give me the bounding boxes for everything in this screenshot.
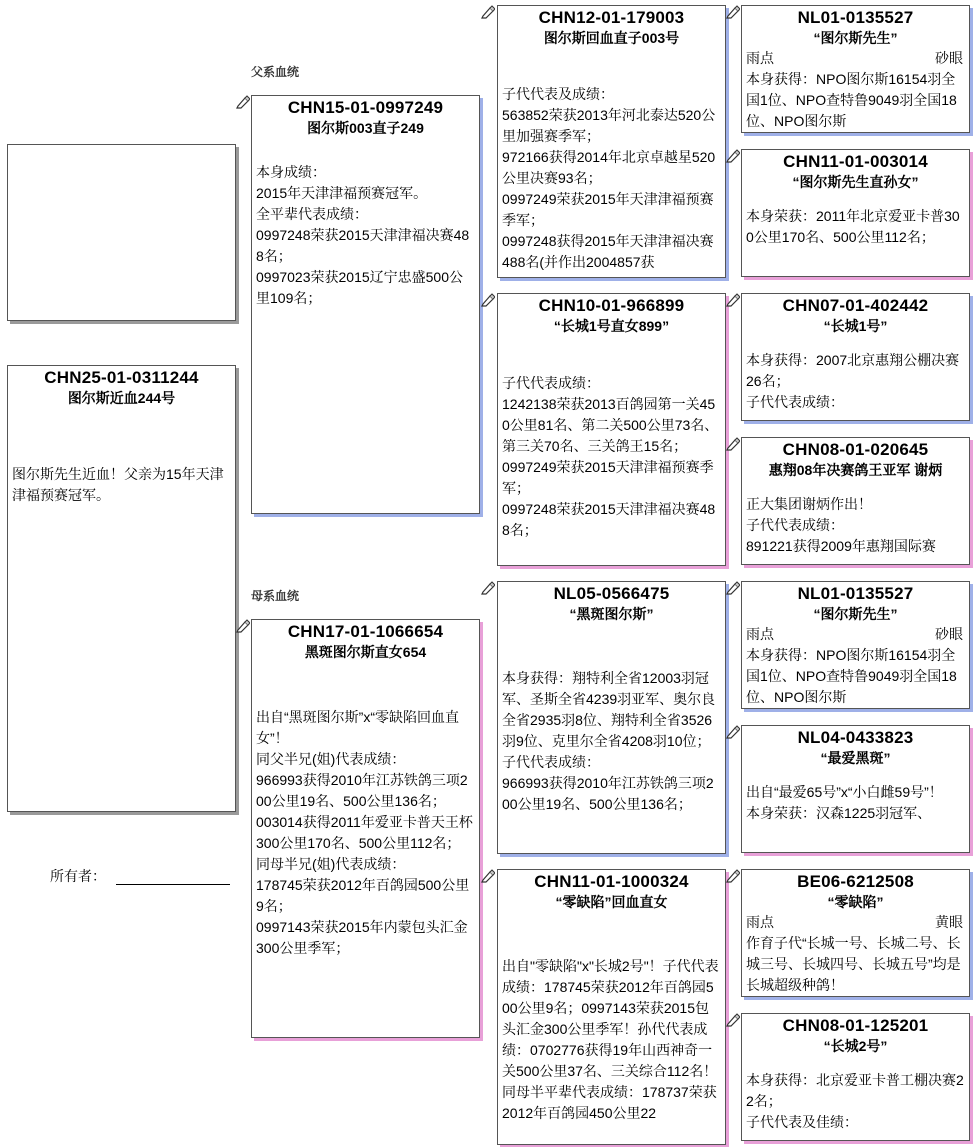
pencil-icon[interactable] (481, 293, 495, 307)
dss-text: 本身获得：NPO图尔斯16154羽全国1位、NPO查特鲁9049羽全国18位、NPO图尔斯 (746, 647, 957, 705)
dam-sire-text: 本身获得：翔特利全省12003羽冠军、圣斯全省4239羽亚军、奥尔良全省2935羽8位、翔特利全省3526羽9位、克里尔全省4208羽10位； 子代代表成绩： 966993获得2010年江苏铁鸽三项200公里19名、500公里136名； (502, 670, 716, 812)
dam-dam-ring-number: CHN11-01-1000324 (534, 872, 689, 891)
sdd-name: 惠翔08年决赛鸽王亚军 谢炳 (768, 462, 943, 478)
sds-text: 本身获得：2007北京惠翔公棚决赛26名； 子代代表成绩： (746, 352, 960, 410)
pencil-icon[interactable] (726, 581, 740, 595)
dds-ring-number: BE06-6212508 (797, 872, 914, 891)
sire-sire-text: 子代代表及成绩： 563852荣获2013年河北泰达520公里加强赛季军； 972166获得2014年北京卓越星520公里决赛93名； 0997249荣获2015年天津津福预赛季军； 0997248获得2015年天津津福决赛488名(并作出2004857获 (502, 86, 716, 270)
sdd-text: 正大集团谢炳作出！ 子代代表成绩： 891221获得2009年惠翔国际赛 (746, 496, 936, 554)
ddd-name: “长城2号” (823, 1038, 888, 1054)
dam-name: 黑斑图尔斯直女654 (304, 644, 427, 660)
photo-placeholder (7, 144, 236, 321)
dam-card[interactable] (251, 619, 480, 1038)
sire-ring-number: CHN15-01-0997249 (287, 98, 444, 117)
owner-label: 所有者： (50, 868, 106, 884)
ssd-ring-number: CHN11-01-003014 (783, 152, 928, 171)
dss-ring-number: NL01-0135527 (797, 584, 914, 603)
dds-name: “零缺陷” (827, 894, 884, 910)
sss-card[interactable] (741, 5, 970, 133)
sdd-ring-number: CHN08-01-020645 (782, 440, 929, 459)
ddd-ring-number: CHN08-01-125201 (782, 1016, 929, 1035)
dsd-ring-number: NL04-0433823 (797, 728, 914, 747)
dss-attributes (742, 624, 969, 645)
ssd-name: “图尔斯先生直孙女” (792, 174, 919, 190)
pencil-icon[interactable] (236, 619, 250, 633)
maternal-label: 母系血统 (251, 589, 300, 603)
sss-eye: 砂眼 (935, 50, 963, 66)
ssd-card[interactable] (741, 149, 970, 277)
sire-dam-card[interactable] (497, 293, 726, 566)
dds-attributes (742, 912, 969, 933)
subject-ring-number: CHN25-01-0311244 (44, 368, 199, 387)
sire-text: 本身成绩： 2015年天津津福预赛冠军。 全平辈代表成绩： 0997248荣获2015天津津福决赛488名； 0997023荣获2015辽宁忠盛500公里109名； (256, 164, 470, 306)
subject-card[interactable] (7, 365, 236, 812)
sss-name: “图尔斯先生” (813, 30, 898, 46)
dds-color: 雨点 (746, 914, 774, 930)
sire-dam-text: 子代代表成绩： 1242138荣获2013百鸽园第一关450公里81名、第二关500公里73名、第三关70名、三关鸽王15名； 0997249荣获2015天津津福预赛季军； 0997248荣获2015天津津福决赛488名； (502, 375, 719, 538)
sire-name: 图尔斯003直子249 (307, 120, 424, 136)
pencil-icon[interactable] (481, 5, 495, 19)
dam-sire-card[interactable] (497, 581, 726, 854)
pencil-icon[interactable] (726, 149, 740, 163)
dds-eye: 黄眼 (935, 914, 963, 930)
sss-color: 雨点 (746, 50, 774, 66)
dds-text: 作育子代“长城一号、长城二号、长城三号、长城四号、长城五号”均是长城超级种鸽！ (746, 935, 961, 993)
sds-ring-number: CHN07-01-402442 (782, 296, 929, 315)
pencil-icon[interactable] (481, 581, 495, 595)
pencil-icon[interactable] (726, 869, 740, 883)
sire-sire-card[interactable] (497, 5, 726, 278)
sss-text: 本身获得：NPO图尔斯16154羽全国1位、NPO查特鲁9049羽全国18位、NPO图尔斯 (746, 71, 957, 129)
subject-name: 图尔斯近血244号 (67, 390, 176, 406)
pencil-icon[interactable] (726, 5, 740, 19)
dam-dam-text: 出自"零缺陷"x"长城2号"！子代代表成绩：178745荣获2012年百鸽园500公里9名；0997143荣获2015包头汇金300公里季军！孙代代表成绩：0702776获得19年山西神奇一关500公里37名、三关综合112名！ 同母半平辈代表成绩：178737荣获2012年百鸽园450公里22 (502, 958, 719, 1121)
dam-dam-card[interactable] (497, 869, 726, 1145)
dam-sire-name: “黑斑图尔斯” (569, 606, 654, 622)
pencil-icon[interactable] (481, 869, 495, 883)
pencil-icon[interactable] (726, 437, 740, 451)
sss-ring-number: NL01-0135527 (797, 8, 914, 27)
dss-eye: 砂眼 (935, 626, 963, 642)
owner-signature-line (116, 884, 230, 885)
ssd-text: 本身荣获：2011年北京爱亚卡普300公里170名、500公里112名； (746, 208, 960, 245)
sss-attributes (742, 48, 969, 69)
sds-name: “长城1号” (823, 318, 888, 334)
pencil-icon[interactable] (726, 1013, 740, 1027)
dam-sire-ring-number: NL05-0566475 (553, 584, 670, 603)
sdd-card[interactable] (741, 437, 970, 565)
pencil-icon[interactable] (726, 293, 740, 307)
sire-card[interactable] (251, 95, 480, 514)
pencil-icon[interactable] (726, 725, 740, 739)
sire-sire-name: 图尔斯回血直子003号 (543, 30, 680, 46)
paternal-label: 父系血统 (251, 65, 300, 79)
sds-card[interactable] (741, 293, 970, 421)
dam-dam-name: “零缺陷”回血直女 (555, 894, 668, 910)
dds-card[interactable] (741, 869, 970, 997)
dss-color: 雨点 (746, 626, 774, 642)
dss-name: “图尔斯先生” (813, 606, 898, 622)
dsd-text: 出自“最爱65号”x“小白雌59号”！ 本身荣获：汉森1225羽冠军、 (746, 784, 943, 821)
dam-ring-number: CHN17-01-1066654 (287, 622, 444, 641)
dam-text: 出自“黑斑图尔斯”x“零缺陷回血直女”！ 同父半兄(姐)代表成绩： 966993获得2010年江苏铁鸽三项200公里19名、500公里136名； 003014获得2011年爱亚卡普天王杯300公里170名、500公里112名； 同母半兄(姐)代表成绩： 178745荣获2012年百鸽园500公里9名； 0997143荣获2015年内蒙包头汇金300公里季军； (256, 709, 473, 956)
dss-card[interactable] (741, 581, 970, 709)
ddd-text: 本身获得：北京爱亚卡普工棚决赛22名； 子代代表及佳绩： (746, 1072, 964, 1130)
dsd-name: “最爱黑斑” (820, 750, 891, 766)
dsd-card[interactable] (741, 725, 970, 853)
pencil-icon[interactable] (236, 95, 250, 109)
sire-dam-ring-number: CHN10-01-966899 (538, 296, 685, 315)
subject-text: 图尔斯先生近血！父亲为15年天津津福预赛冠军。 (12, 466, 224, 503)
sire-dam-name: “长城1号直女899” (553, 318, 670, 334)
ddd-card[interactable] (741, 1013, 970, 1141)
sire-sire-ring-number: CHN12-01-179003 (538, 8, 685, 27)
